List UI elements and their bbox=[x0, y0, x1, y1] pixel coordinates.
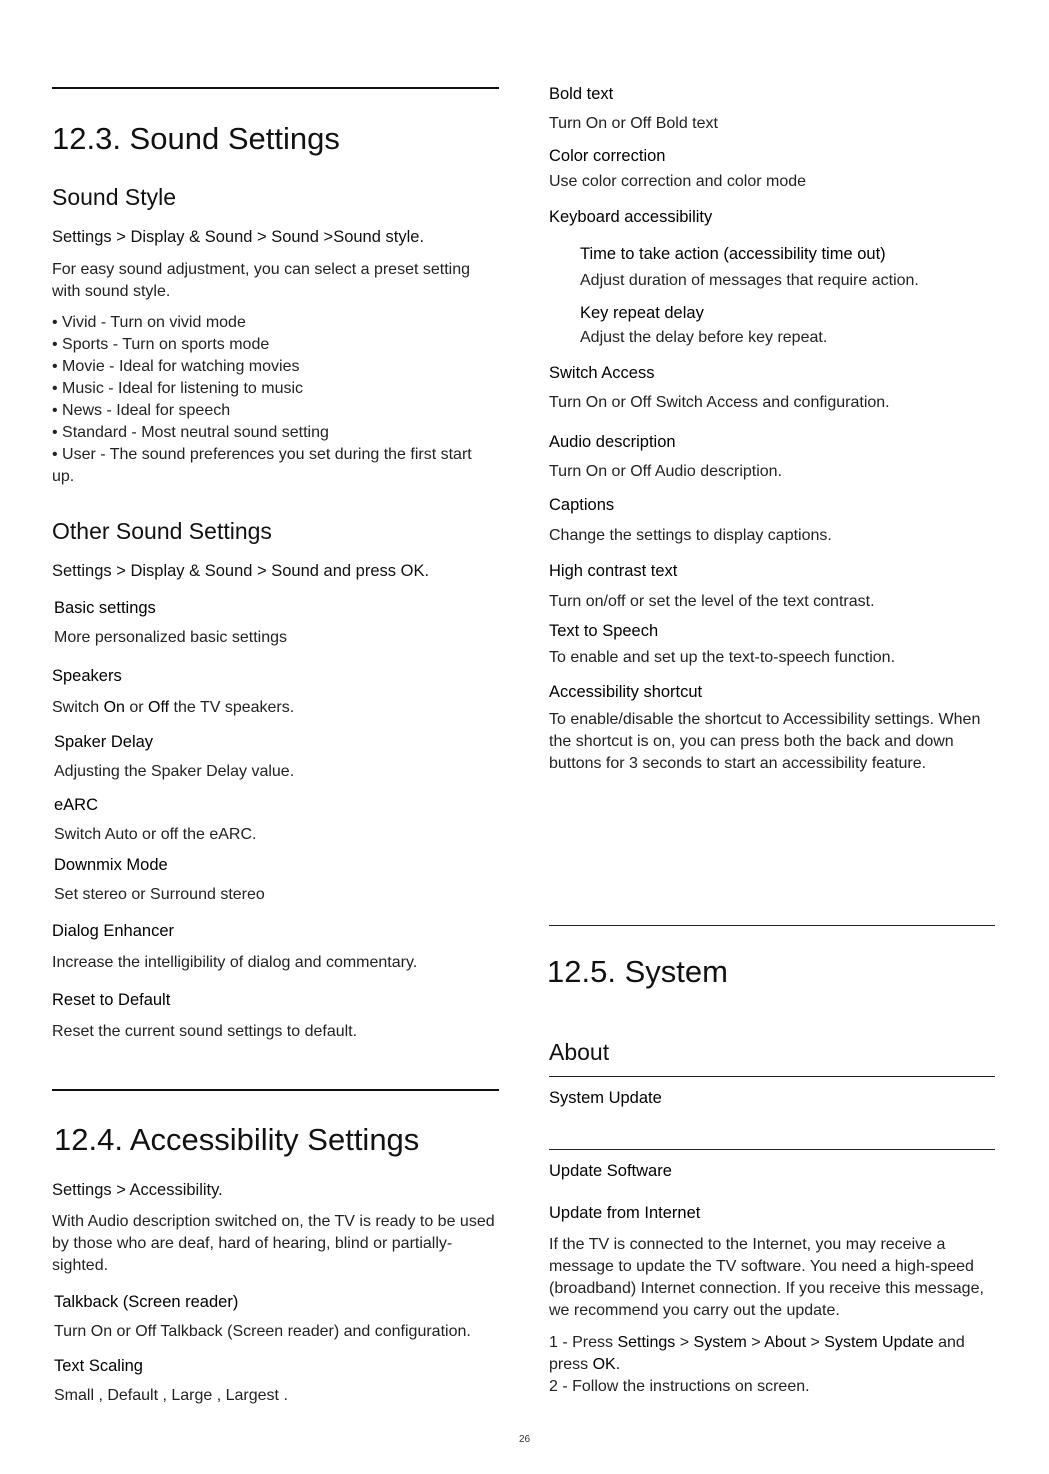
item-title-reset-to-default: Reset to Default bbox=[52, 991, 171, 1009]
item-text-speakers: Switch On or Off the TV speakers. bbox=[52, 699, 295, 716]
item-text-switch-access: Turn On or Off Switch Access and configuration. bbox=[549, 394, 890, 411]
list-item: • Vivid - Turn on vivid mode bbox=[52, 312, 482, 334]
item-title-dialog-enhancer: Dialog Enhancer bbox=[52, 922, 174, 940]
item-title-bold-text: Bold text bbox=[549, 85, 614, 103]
breadcrumb-sound-style: Settings > Display & Sound > Sound >Sound style. bbox=[52, 228, 425, 246]
list-item: • Sports - Turn on sports mode bbox=[52, 334, 482, 356]
item-text-text-to-speech: To enable and set up the text-to-speech function. bbox=[549, 649, 896, 666]
item-title-talkback: Talkback (Screen reader) bbox=[54, 1293, 239, 1311]
section-divider bbox=[52, 1089, 499, 1091]
page-number: 26 bbox=[518, 1434, 531, 1445]
item-title-color-correction: Color correction bbox=[549, 147, 666, 165]
item-title-spaker-delay: Spaker Delay bbox=[54, 733, 154, 751]
item-text-text-scaling: Small , Default , Large , Largest . bbox=[54, 1387, 288, 1404]
item-title-audio-description: Audio description bbox=[549, 433, 676, 451]
item-text-spaker-delay: Adjusting the Spaker Delay value. bbox=[54, 763, 295, 780]
item-text-high-contrast-text: Turn on/off or set the level of the text contrast. bbox=[549, 593, 875, 610]
update-step-2: 2 - Follow the instructions on screen. bbox=[549, 1378, 810, 1395]
divider bbox=[549, 1149, 995, 1150]
item-text-reset-to-default: Reset the current sound settings to default. bbox=[52, 1023, 358, 1040]
item-title-basic-settings: Basic settings bbox=[54, 599, 156, 617]
item-title-switch-access: Switch Access bbox=[549, 364, 655, 382]
item-text-basic-settings: More personalized basic settings bbox=[54, 629, 288, 646]
item-text-dialog-enhancer: Increase the intelligibility of dialog and commentary. bbox=[52, 954, 418, 971]
item-text-time-to-take-action: Adjust duration of messages that require action. bbox=[580, 272, 919, 289]
item-text-earc: Switch Auto or off the eARC. bbox=[54, 826, 257, 843]
item-title-downmix-mode: Downmix Mode bbox=[54, 856, 168, 874]
divider bbox=[549, 1076, 995, 1077]
list-item: • Movie - Ideal for watching movies bbox=[52, 356, 482, 378]
list-item: • User - The sound preferences you set during the first start up. bbox=[52, 444, 482, 488]
accessibility-description: With Audio description switched on, the TV is ready to be used by those who are deaf, hard of hearing, blind or partially-sighted. bbox=[52, 1213, 495, 1274]
item-title-speakers: Speakers bbox=[52, 667, 122, 685]
item-title-time-to-take-action: Time to take action (accessibility time out) bbox=[580, 245, 886, 263]
section-title-sound: 12.3. Sound Settings bbox=[52, 121, 340, 156]
list-item: • Standard - Most neutral sound setting bbox=[52, 422, 482, 444]
update-internet-description: If the TV is connected to the Internet, you may receive a message to update the TV software. You need a high-speed (broadband) Internet connection. If you receive this message, we recommend you carry out the update. bbox=[549, 1236, 984, 1319]
list-item: • Music - Ideal for listening to music bbox=[52, 378, 482, 400]
item-title-high-contrast-text: High contrast text bbox=[549, 562, 678, 580]
sound-style-description: For easy sound adjustment, you can select a preset setting with sound style. bbox=[52, 261, 471, 300]
section-title-system: 12.5. System bbox=[547, 954, 728, 989]
update-step-1: 1 - Press Settings > System > About > System Update and press OK. bbox=[549, 1334, 965, 1373]
section-title-accessibility: 12.4. Accessibility Settings bbox=[54, 1122, 420, 1157]
item-title-captions: Captions bbox=[549, 496, 615, 514]
section-divider bbox=[549, 925, 995, 926]
breadcrumb-other-sound: Settings > Display & Sound > Sound and press OK. bbox=[52, 562, 430, 580]
item-text-accessibility-shortcut: To enable/disable the shortcut to Accessibility settings. When the shortcut is on, you can press both the back and down buttons for 3 seconds to start an accessibility feature. bbox=[549, 711, 981, 772]
item-text-color-correction: Use color correction and color mode bbox=[549, 173, 807, 190]
heading-sound-style: Sound Style bbox=[52, 184, 177, 210]
item-title-earc: eARC bbox=[54, 796, 99, 814]
sound-style-list bbox=[52, 312, 482, 488]
heading-system-update: System Update bbox=[549, 1089, 662, 1107]
item-title-text-scaling: Text Scaling bbox=[54, 1357, 143, 1375]
list-item: • News - Ideal for speech bbox=[52, 400, 482, 422]
item-text-bold-text: Turn On or Off Bold text bbox=[549, 115, 718, 132]
item-title-accessibility-shortcut: Accessibility shortcut bbox=[549, 683, 703, 701]
item-text-captions: Change the settings to display captions. bbox=[549, 527, 832, 544]
section-divider bbox=[52, 87, 499, 89]
heading-update-from-internet: Update from Internet bbox=[549, 1204, 701, 1222]
item-text-audio-description: Turn On or Off Audio description. bbox=[549, 463, 783, 480]
breadcrumb-accessibility: Settings > Accessibility. bbox=[52, 1181, 223, 1199]
item-text-key-repeat-delay: Adjust the delay before key repeat. bbox=[580, 329, 828, 346]
heading-update-software: Update Software bbox=[549, 1162, 672, 1180]
heading-about: About bbox=[549, 1039, 610, 1065]
item-title-text-to-speech: Text to Speech bbox=[549, 622, 659, 640]
item-text-talkback: Turn On or Off Talkback (Screen reader) and configuration. bbox=[54, 1323, 471, 1340]
item-title-key-repeat-delay: Key repeat delay bbox=[580, 304, 704, 322]
item-title-keyboard-accessibility: Keyboard accessibility bbox=[549, 208, 713, 226]
heading-other-sound-settings: Other Sound Settings bbox=[52, 518, 272, 544]
item-text-downmix-mode: Set stereo or Surround stereo bbox=[54, 886, 265, 903]
